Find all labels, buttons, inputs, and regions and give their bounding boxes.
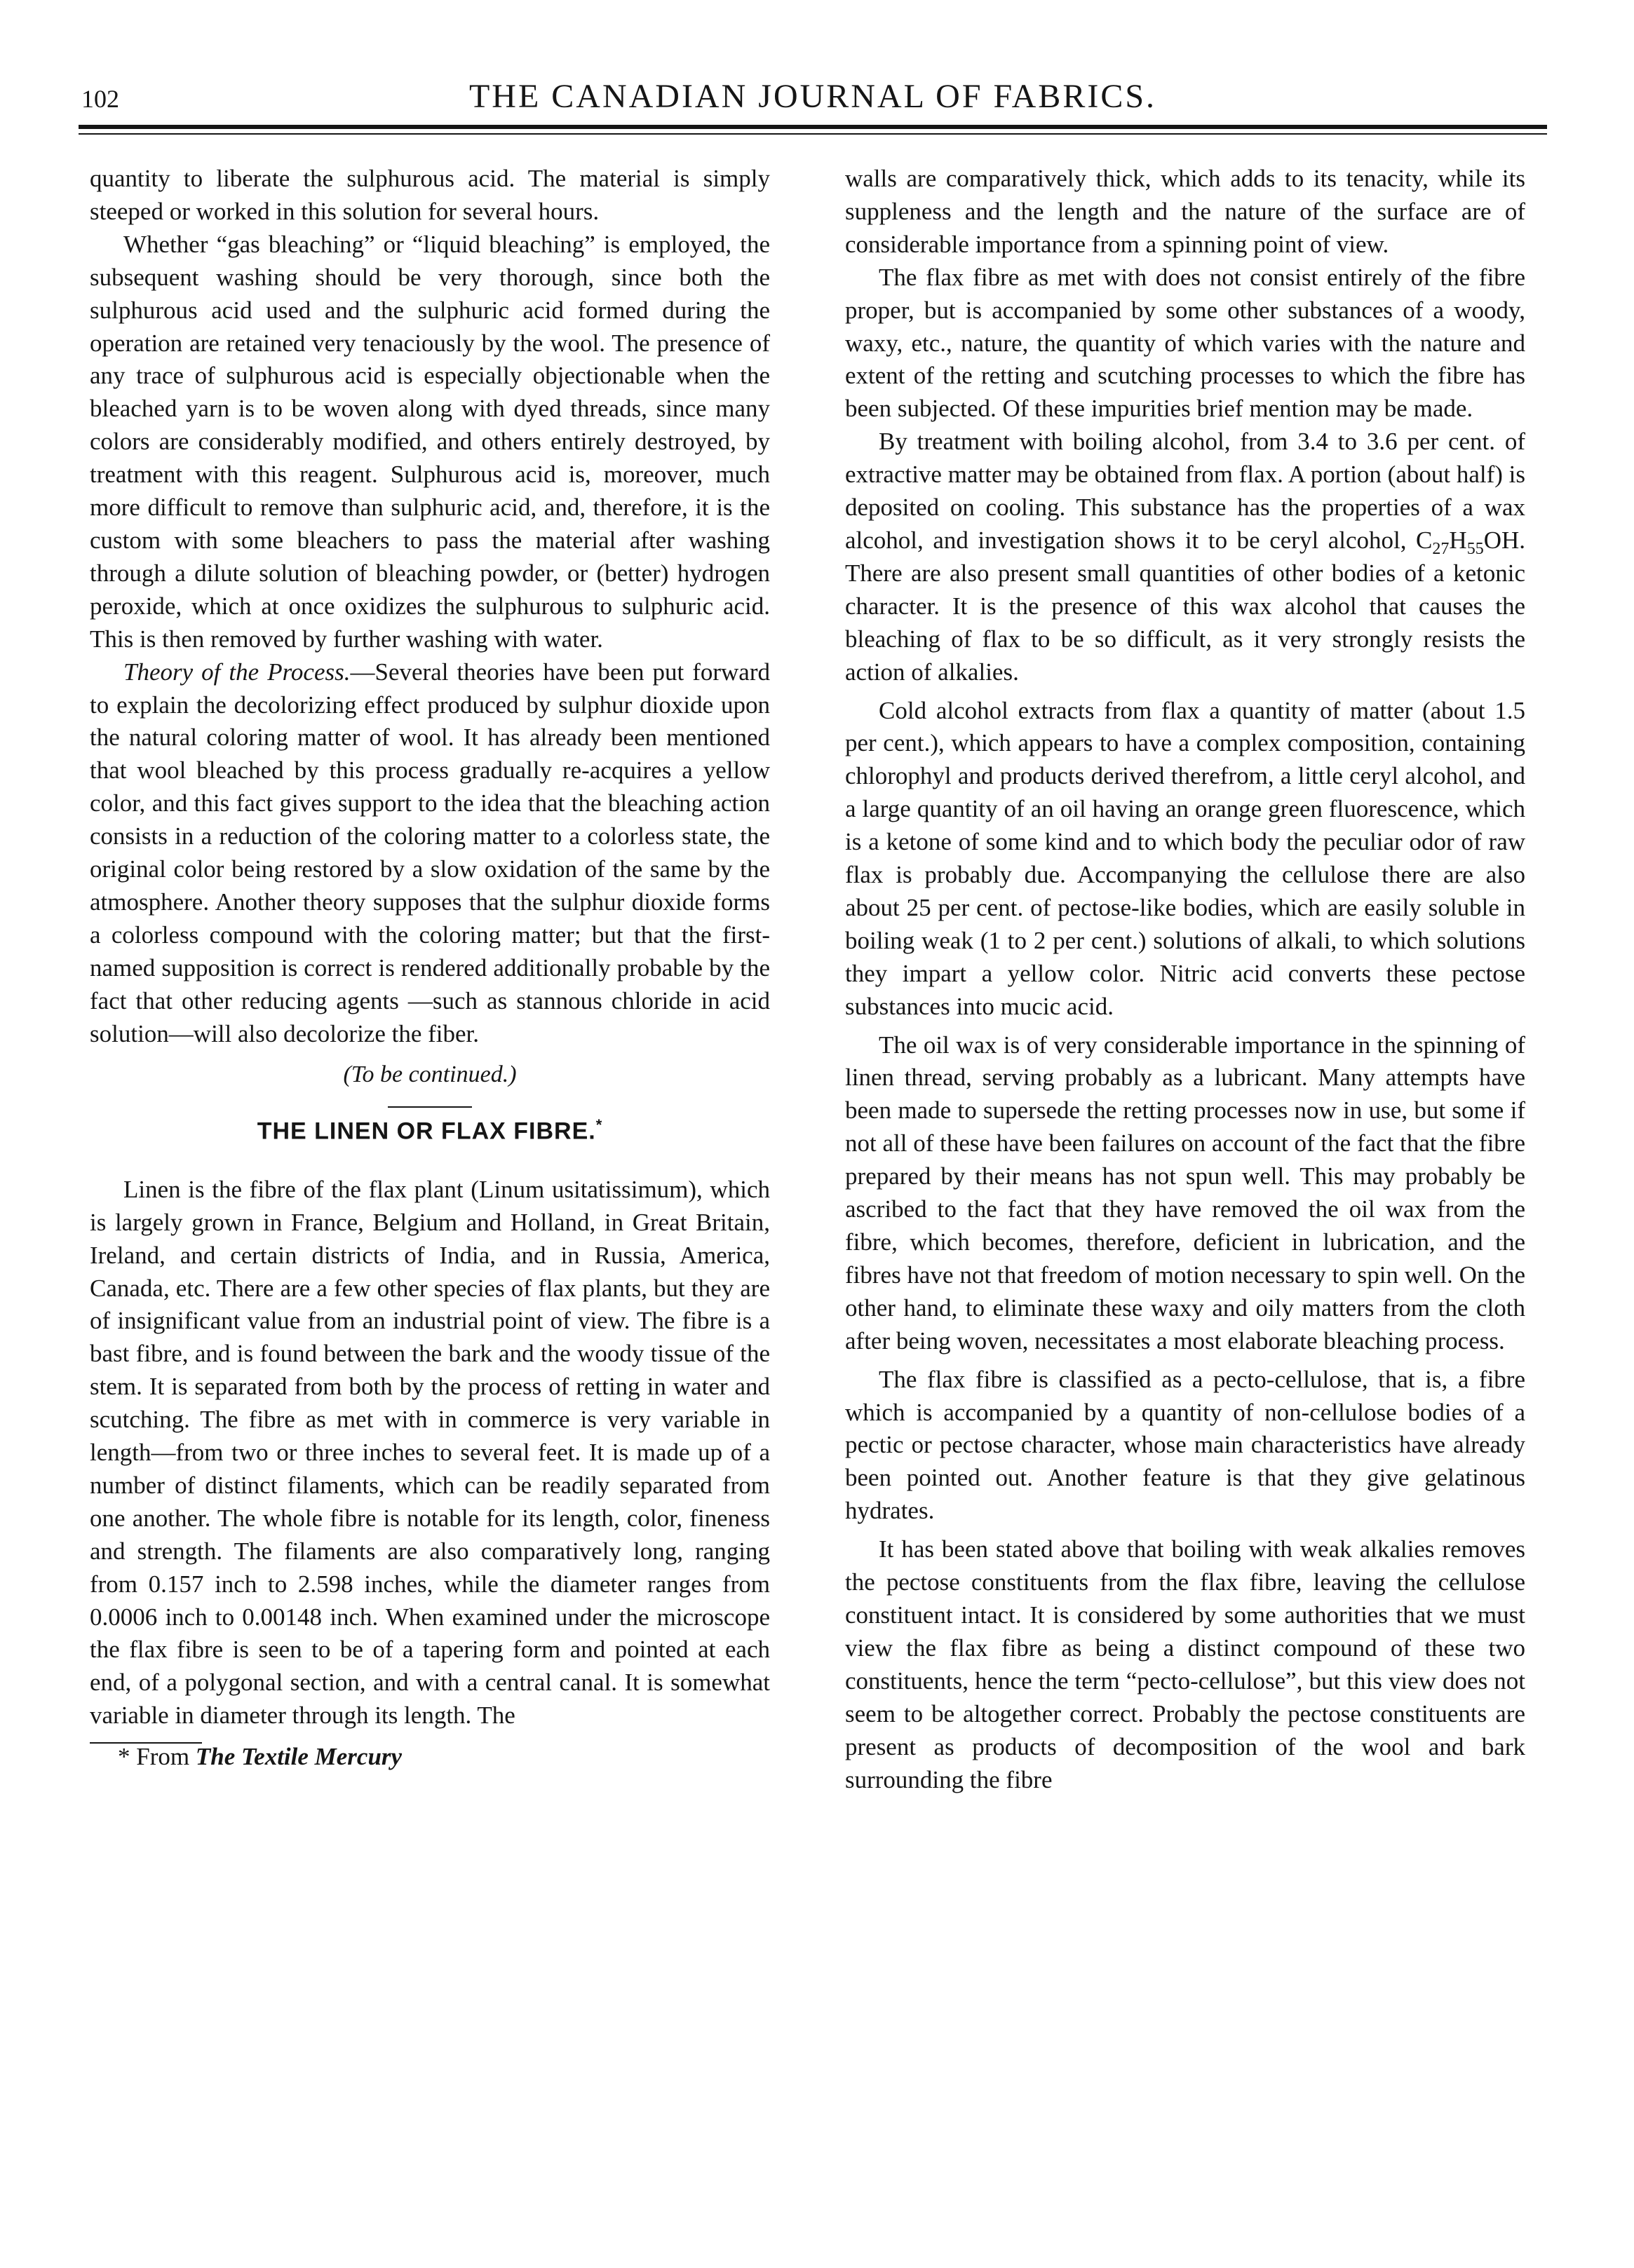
header-rule-top (79, 125, 1547, 129)
paragraph-text: H (1449, 526, 1467, 554)
paragraph: The flax fibre as met with does not consist entirely of the fibre proper, but is accompanied by some other substances of a woody, waxy, etc., nature, the quantity of which varies with the nature and extent of the retting and scutching processes to which the fibre has been subjected. Of these impurities brief mention may be made. (845, 263, 1525, 423)
paragraph: Whether “gas bleaching” or “liquid bleaching” is employed, the subsequent washing should be very thorough, since both the sulphurous acid used and the sulphuric acid formed during the operation are retained very tenaciously by the wool. The presence of any trace of sulphurous acid is especially objectionable when the bleached yarn is to be woven along with dyed threads, since many colors are considerably modified, and others entirely destroyed, by treatment with this reagent. Sulphurous acid is, moreover, much more difficult to remove than sulphuric acid, and, therefore, it is the custom with some bleachers to pass the material after washing through a dilute solution of bleaching powder, or (better) hydrogen peroxide, which at once oxidizes the sulphurous to sulphuric acid. This is then removed by further washing with water. (90, 230, 770, 653)
section-heading: Theory of the Process. (123, 658, 351, 686)
paragraph: walls are comparatively thick, which adds to its tenacity, while its suppleness and the length and the nature of the surface are of considerable importance from a spinning point of view. (845, 165, 1525, 258)
header-rule-bottom (79, 133, 1547, 135)
footnote-mark: * (595, 1116, 603, 1134)
paragraph: It has been stated above that boiling with weak alkalies removes the pectose constituents from the flax fibre, leaving the cellulose constituent intact. It is considered by some authorities that we must view the flax fibre as being a distinct compound of these two constituents, hence the term “pecto-cellulose”, but this view does not seem to be altogether correct. Probably the pectose constituents are present as products of decomposition of the wool and bark surrounding the fibre (845, 1535, 1525, 1793)
paragraph-ceryl (845, 426, 1525, 688)
footnote (90, 1743, 770, 1771)
footnote-source: The Textile Mercury (195, 1743, 403, 1771)
paragraph: Linen is the fibre of the flax plant (Linum usitatissimum), which is largely grown in France, Belgium and Holland, in Great Britain, Ireland, and certain districts of India, and in Russia, America, Canada, etc. There are a few other species of flax plants, but they are of insignificant value from an industrial point of view. The fibre is a bast fibre, and is found between the bark and the woody tissue of the stem. It is separated from both by the process of retting in water and scutching. The fibre as met with in commerce is very variable in length—from two or three inches to several feet. It is made up of a number of distinct filaments, which can be readily separated from one another. The whole fibre is notable for its length, color, fineness and strength. The filaments are also comparatively long, ranging from 0.157 inch to 2.598 inches, while the diameter ranges from 0.0006 inch to 0.00148 inch. When examined under the microscope the flax fibre is seen to be of a tapering form and pointed at each end, of a polygonal section, and with a central canal. It is somewhat variable in diameter through its length. The (90, 1175, 770, 1730)
subscript: 27 (1432, 539, 1450, 558)
right-column (845, 163, 1525, 1796)
subscript: 55 (1466, 539, 1484, 558)
paragraph: The oil wax is of very considerable importance in the spinning of linen thread, serving probably as a lubricant. Many attempts have been made to supersede the retting processes now in use, but some if not all of these have been failures on account of the fact that the fibre prepared by their means has not spun well. This may probably be ascribed to the fact that they have removed the oil wax from the fibre, which becomes, therefore, deficient in lubrication, and the fibres have not that freedom of motion necessary to spin well. On the other hand, to eliminate these waxy and oily matters from the cloth after being woven, necessitates a most elaborate bleaching process. (845, 1031, 1525, 1354)
article-title (90, 1106, 770, 1145)
page-header (79, 77, 1547, 119)
footnote-prefix: * From (118, 1743, 196, 1771)
article-title-text: THE LINEN OR FLAX FIBRE. (257, 1118, 596, 1145)
left-column (90, 163, 770, 1771)
paragraph: Cold alcohol extracts from flax a quantity of matter (about 1.5 per cent.), which appears to have a complex composition, containing chlorophyl and products derived therefrom, a little ceryl alcohol, and a large quantity of an oil having an orange green fluorescence, which is a ketone of some kind and to which body the peculiar odor of raw flax is probably due. Accompanying the cellulose there are also about 25 per cent. of pectose-like bodies, which are easily soluble in boiling weak (1 to 2 per cent.) solutions of alkali, to which solutions they impart a yellow color. Nitric acid converts these pectose substances into mucic acid. (845, 696, 1525, 1020)
paragraph-text: By treatment with boiling alcohol, from 3.4 to 3.6 per cent. of extractive matter may be obtained from flax. A portion (about half) is deposited on cooling. This substance has the properties of a wax alcohol, and investigation shows it to be ceryl alcohol, C (845, 428, 1525, 554)
paragraph: quantity to liberate the sulphurous acid. The material is simply steeped or worked in this solution for several hours. (90, 165, 770, 225)
running-title: THE CANADIAN JOURNAL OF FABRICS. (468, 78, 1157, 115)
paragraph-text: OH. There are also present small quantities of other bodies of a ketonic character. It is the presence of this wax alcohol that causes the bleaching of flax to be so difficult, as it very strongly resists the action of alkalies. (845, 526, 1525, 686)
continued-note: (To be continued.) (343, 1061, 517, 1088)
paragraph-text: —Several theories have been put forward to explain the decolorizing effect produced by sulphur dioxide upon the natural coloring matter of wool. It has already been mentioned that wool bleached by this process gradually re-acquires a yellow color, and this fact gives support to the idea that the bleaching action consists in a reduction of the coloring matter to a colorless state, the original color being restored by a slow oxidation of the same by the atmosphere. Another theory supposes that the sulphur dioxide forms a colorless compound with the coloring matter; but that the first-named supposition is correct is rendered additionally probable by the fact that other reducing agents —such as stannous chloride in acid solution—will also decolorize the fiber. (90, 658, 770, 1047)
page-number: 102 (81, 85, 119, 113)
paragraph: The flax fibre is classified as a pecto-cellulose, that is, a fibre which is accompanied by a quantity of non-cellulose bodies of a pectic or pectose character, whose main characteristics have already been pointed out. Another feature is that they give gelatinous hydrates. (845, 1365, 1525, 1525)
paragraph-theory (90, 656, 770, 1051)
